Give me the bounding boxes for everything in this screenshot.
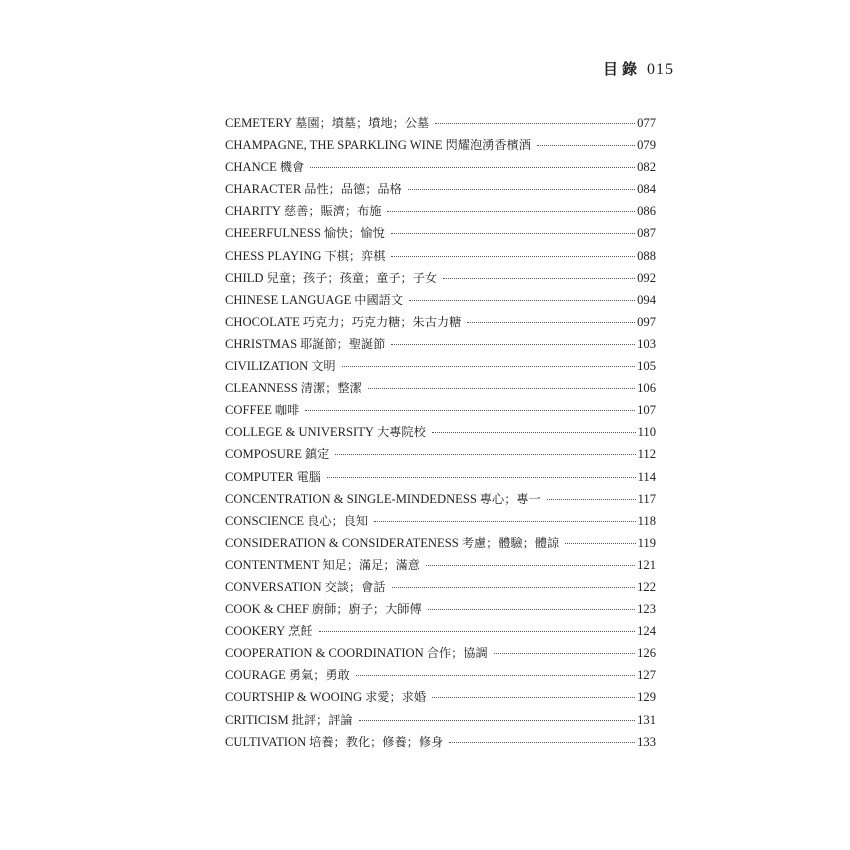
toc-entry-english: CHAMPAGNE, THE SPARKLING WINE — [225, 138, 443, 153]
toc-entry-title — [225, 134, 531, 156]
toc-entry-page: 129 — [637, 690, 656, 705]
toc-entry-page: 092 — [637, 270, 656, 285]
toc-entry-page: 110 — [637, 425, 656, 440]
toc-entry-chinese: 愉快；愉悅 — [323, 226, 385, 241]
toc-entry-title — [225, 620, 313, 642]
toc-entry — [225, 421, 656, 443]
toc-entry-title — [225, 466, 321, 488]
toc-entry — [225, 222, 656, 244]
toc-entry-page: 127 — [637, 668, 656, 683]
toc-entry — [225, 642, 656, 664]
toc-entry-english: COOKERY — [225, 624, 286, 639]
toc-entry — [225, 686, 656, 708]
dot-leader — [391, 233, 635, 234]
toc-entry — [225, 112, 656, 134]
toc-entry-chinese: 機會 — [279, 160, 305, 175]
toc-entry-chinese: 清潔；整潔 — [300, 381, 362, 396]
dot-leader — [335, 454, 635, 455]
toc-entry-chinese: 交談；會話 — [324, 579, 386, 594]
toc-entry-english: COURAGE — [225, 668, 286, 683]
dot-leader — [359, 720, 635, 721]
toc-entry-page: 131 — [637, 712, 656, 727]
toc-entry — [225, 554, 656, 576]
toc-entry-english: CHARITY — [225, 204, 281, 219]
toc-entry-english: CULTIVATION — [225, 734, 307, 749]
toc-entry-page: 084 — [637, 182, 656, 197]
dot-leader — [327, 477, 636, 478]
dot-leader — [432, 697, 635, 698]
toc-entry — [225, 289, 656, 311]
toc-entry-page: 117 — [637, 491, 656, 506]
toc-entry-page: 112 — [637, 447, 656, 462]
toc-entry-page: 114 — [637, 469, 656, 484]
toc-entry-english: CHARACTER — [225, 182, 302, 197]
toc-entry-title — [225, 664, 350, 686]
toc-entry-english: CHOCOLATE — [225, 314, 300, 329]
toc-entry-chinese: 專心；專一 — [479, 491, 541, 506]
toc-entry — [225, 709, 656, 731]
dot-leader — [537, 145, 635, 146]
dot-leader — [467, 322, 635, 323]
toc-entry-chinese: 知足；滿足；滿意 — [322, 557, 420, 572]
toc-entry-page: 082 — [637, 160, 656, 175]
toc-entry-english: CHESS PLAYING — [225, 248, 322, 263]
toc-entry-english: CHEERFULNESS — [225, 226, 321, 241]
toc-entry — [225, 245, 656, 267]
dot-leader — [435, 123, 635, 124]
toc-entry-chinese: 考慮；體驗；體諒 — [461, 535, 560, 550]
toc-entry-chinese: 中國語文 — [354, 292, 404, 307]
toc-entry — [225, 620, 656, 642]
dot-leader — [494, 653, 635, 654]
toc-entry — [225, 664, 656, 686]
toc-entry — [225, 532, 656, 554]
toc-entry-english: COFFEE — [225, 403, 272, 418]
toc-entry-english: COOK & CHEF — [225, 602, 309, 617]
dot-leader — [374, 521, 636, 522]
toc-entry-chinese: 電腦 — [296, 469, 321, 484]
toc-entry-page: 077 — [637, 116, 656, 130]
toc-entry-english: COMPOSURE — [225, 447, 302, 462]
toc-entry — [225, 510, 656, 532]
toc-entry-title — [225, 267, 437, 289]
dot-leader — [565, 543, 635, 544]
toc-entry-title — [225, 488, 541, 510]
toc-entry-page: 122 — [637, 579, 656, 594]
toc-entry-chinese: 廚師；廚子；大師傅 — [311, 602, 422, 617]
toc-entry-english: CHRISTMAS — [225, 336, 298, 351]
toc-entry — [225, 178, 656, 200]
toc-entry — [225, 488, 656, 510]
toc-entry-english: CEMETERY — [225, 116, 293, 130]
toc-entry-title — [225, 377, 362, 399]
toc-entry-english: CIVILIZATION — [225, 359, 309, 374]
toc-entry-chinese: 巧克力；巧克力糖；朱古力糖 — [302, 314, 462, 329]
toc-entry-title — [225, 200, 381, 222]
dot-leader — [449, 742, 635, 743]
toc-entry-english: CONTENTMENT — [225, 557, 320, 572]
toc-entry-title — [225, 399, 299, 421]
toc-entry-title — [225, 709, 353, 731]
toc-entry — [225, 355, 656, 377]
toc-entry-title — [225, 554, 420, 576]
toc-entry-chinese: 慈善；賑濟；布施 — [283, 204, 382, 219]
toc-entry-chinese: 求愛；求婚 — [365, 690, 427, 705]
toc-entry-title — [225, 311, 461, 333]
dot-leader — [356, 675, 635, 676]
toc-entry-title — [225, 289, 403, 311]
toc-entry-english: CHINESE LANGUAGE — [225, 292, 352, 307]
toc-entry-page: 105 — [637, 359, 656, 374]
toc-entry-chinese: 培養；教化；修養；修身 — [309, 734, 444, 749]
toc-entry-title — [225, 245, 385, 267]
dot-leader — [443, 278, 635, 279]
toc-entry-page: 121 — [637, 557, 656, 572]
toc-entry-english: COURTSHIP & WOOING — [225, 690, 363, 705]
toc-entry — [225, 377, 656, 399]
toc-entry-page: 088 — [637, 248, 656, 263]
toc-entry-page: 126 — [637, 646, 656, 661]
toc-entry-chinese: 批評；評論 — [291, 712, 353, 727]
toc-entry-english: COMPUTER — [225, 469, 294, 484]
toc-entry-chinese: 品性；品德；品格 — [304, 182, 402, 197]
toc-entry-english: CHILD — [225, 270, 264, 285]
toc-entry-chinese: 良心；良知 — [307, 513, 369, 528]
toc-entry-title — [225, 156, 304, 178]
toc-entry-page: 119 — [637, 535, 656, 550]
toc-entry-page: 103 — [637, 336, 656, 351]
toc-entry-page: 123 — [637, 602, 656, 617]
toc-entry-english: CONVERSATION — [225, 579, 322, 594]
toc-entry-chinese: 文明 — [311, 359, 336, 374]
toc-entry-page: 086 — [637, 204, 656, 219]
dot-leader — [408, 189, 635, 190]
toc-entry — [225, 399, 656, 421]
toc-entry-chinese: 兒童；孩子；孩童；童子；子女 — [266, 270, 438, 285]
toc-entry-english: COLLEGE & UNIVERSITY — [225, 425, 375, 440]
toc-entry — [225, 731, 656, 753]
dot-leader — [310, 167, 635, 168]
toc-entry-english: CLEANNESS — [225, 381, 298, 396]
dot-leader — [432, 432, 636, 433]
toc-entry-chinese: 鎮定 — [304, 447, 330, 462]
toc-entry-english: CRITICISM — [225, 712, 289, 727]
toc-entry-english: COOPERATION & COORDINATION — [225, 646, 424, 661]
toc-entry-page: 097 — [637, 314, 656, 329]
toc-entry-page: 107 — [637, 403, 656, 418]
dot-leader — [392, 587, 636, 588]
toc-entry-title — [225, 510, 368, 532]
toc-entry-chinese: 下棋；弈棋 — [324, 248, 386, 263]
dot-leader — [391, 344, 635, 345]
toc-entry-title — [225, 532, 559, 554]
toc-entry — [225, 134, 656, 156]
toc-entry-english: CONSCIENCE — [225, 513, 305, 528]
toc-entry — [225, 156, 656, 178]
toc-entry — [225, 267, 656, 289]
header-title: 目錄 — [602, 60, 641, 78]
toc-entry-chinese: 閃耀泡湧香檳酒 — [445, 138, 531, 153]
toc-entry-title — [225, 731, 443, 753]
dot-leader — [409, 300, 635, 301]
toc-entry — [225, 311, 656, 333]
dot-leader — [342, 366, 635, 367]
toc-entry-chinese: 勇氣；勇敢 — [288, 668, 350, 683]
dot-leader — [368, 388, 635, 389]
dot-leader — [387, 211, 635, 212]
toc-entry-title — [225, 333, 385, 355]
toc-entry-title — [225, 576, 386, 598]
toc-entry-page: 087 — [637, 226, 656, 241]
toc-entry — [225, 333, 656, 355]
toc-entry-page: 124 — [637, 624, 656, 639]
toc-entry-title — [225, 178, 402, 200]
table-of-contents — [225, 112, 656, 753]
toc-entry-english: CHANCE — [225, 160, 277, 175]
toc-entry-page: 118 — [637, 513, 656, 528]
header-page-number: 015 — [647, 61, 674, 78]
toc-entry — [225, 598, 656, 620]
toc-entry-title — [225, 355, 336, 377]
dot-leader — [391, 256, 635, 257]
toc-entry — [225, 200, 656, 222]
dot-leader — [428, 609, 635, 610]
dot-leader — [426, 565, 635, 566]
page-header — [603, 58, 674, 79]
toc-entry-title — [225, 598, 422, 620]
toc-entry-title — [225, 642, 488, 664]
toc-entry-chinese: 大專院校 — [377, 425, 426, 440]
toc-entry-chinese: 烹飪 — [288, 624, 313, 639]
toc-entry-page: 133 — [637, 734, 656, 749]
toc-entry-page: 094 — [637, 292, 656, 307]
toc-entry — [225, 466, 656, 488]
toc-entry-title — [225, 443, 329, 465]
toc-entry — [225, 443, 656, 465]
dot-leader — [547, 499, 636, 500]
toc-entry-chinese: 咖啡 — [274, 403, 300, 418]
toc-entry-chinese: 耶誕節；聖誕節 — [300, 336, 386, 351]
toc-entry-chinese: 合作；協調 — [426, 646, 488, 661]
toc-entry-page: 106 — [637, 381, 656, 396]
dot-leader — [319, 631, 636, 632]
toc-entry-english: CONCENTRATION & SINGLE-MINDEDNESS — [225, 491, 477, 506]
toc-entry-chinese: 墓園；墳墓；墳地；公墓 — [295, 116, 430, 130]
toc-entry-page: 079 — [637, 138, 656, 153]
toc-entry-title — [225, 421, 426, 443]
dot-leader — [305, 410, 635, 411]
toc-entry — [225, 576, 656, 598]
toc-entry-title — [225, 222, 385, 244]
toc-entry-title — [225, 686, 426, 708]
toc-entry-english: CONSIDERATION & CONSIDERATENESS — [225, 535, 459, 550]
toc-entry-title — [225, 112, 429, 134]
